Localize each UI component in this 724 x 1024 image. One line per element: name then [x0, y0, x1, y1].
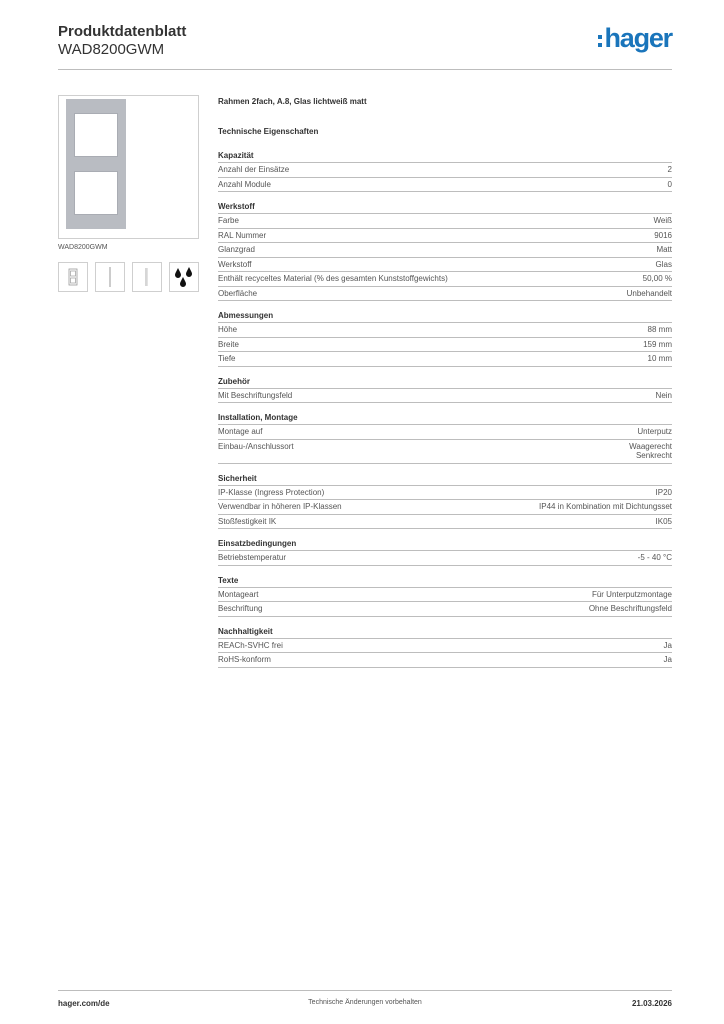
property-label: IP-Klasse (Ingress Protection)	[218, 487, 325, 497]
property-value: Weiß	[653, 216, 672, 225]
property-label: Höhe	[218, 325, 238, 334]
property-value: 9016	[654, 230, 672, 240]
property-row	[218, 425, 672, 440]
property-row	[218, 486, 672, 501]
property-value: Glas	[655, 259, 672, 269]
property-value: Matt	[656, 245, 672, 254]
document-subtitle: WAD8200GWM	[58, 41, 165, 58]
property-label: Oberfläche	[218, 288, 258, 298]
page-header	[58, 20, 672, 70]
side-view-thin-icon	[132, 262, 162, 292]
property-value: IK05	[655, 516, 672, 526]
property-value: 88 mm	[647, 325, 672, 334]
section-title: Nachhaltigkeit	[218, 627, 672, 639]
properties-sections	[218, 151, 672, 668]
property-label: Stoßfestigkeit IK	[218, 516, 277, 526]
property-label: REACh-SVHC frei	[218, 640, 283, 650]
property-row	[218, 588, 672, 603]
property-row	[218, 500, 672, 515]
property-value: 0	[667, 179, 672, 189]
property-label: RoHS-konform	[218, 655, 271, 664]
property-row	[218, 214, 672, 229]
property-value: IP44 in Kombination mit Dichtungsset	[539, 502, 672, 511]
property-row	[218, 602, 672, 617]
section-title: Abmessungen	[218, 311, 672, 323]
property-row	[218, 229, 672, 244]
property-label: Tiefe	[218, 354, 236, 363]
water-drops-icon	[169, 262, 199, 292]
hager-logo	[598, 23, 672, 54]
property-label: Breite	[218, 339, 239, 349]
property-label: Farbe	[218, 216, 239, 225]
section-title: Installation, Montage	[218, 413, 672, 425]
property-row	[218, 653, 672, 668]
property-row	[218, 515, 672, 530]
logo-dots-icon	[598, 35, 602, 47]
property-section	[218, 377, 672, 404]
property-label: Verwendbar in höheren IP-Klassen	[218, 502, 342, 511]
technical-properties-title: Technische Eigenschaften	[218, 127, 319, 136]
product-properties	[218, 95, 672, 678]
property-label: Glanzgrad	[218, 245, 255, 254]
property-label: RAL Nummer	[218, 230, 267, 240]
property-value: Unterputz	[637, 427, 672, 436]
property-value: Ja	[663, 640, 672, 650]
property-label: Montageart	[218, 589, 259, 599]
property-section	[218, 576, 672, 617]
footer-notice: Technische Änderungen vorbehalten	[308, 999, 422, 1006]
footer-website: hager.com/de	[58, 999, 110, 1008]
property-value: Unbehandelt	[626, 288, 672, 298]
side-view-icon	[95, 262, 125, 292]
section-title: Kapazität	[218, 151, 672, 163]
section-title: Sicherheit	[218, 474, 672, 486]
property-label: Enthält recyceltes Material (% des gesamten Kunststoffgewichts)	[218, 274, 448, 283]
property-value: Für Unterputzmontage	[591, 589, 672, 599]
property-label: Beschriftung	[218, 604, 263, 613]
property-section	[218, 151, 672, 192]
property-row	[218, 440, 672, 464]
property-value: Ja	[663, 655, 672, 664]
property-label: Anzahl der Einsätze	[218, 165, 290, 174]
product-image	[58, 95, 199, 239]
property-row	[218, 163, 672, 178]
property-label: Mit Beschriftungsfeld	[218, 390, 293, 400]
property-row	[218, 352, 672, 367]
property-value: Waagerecht Senkrecht	[629, 441, 672, 460]
property-label: Anzahl Module	[218, 179, 271, 189]
property-label: Montage auf	[218, 427, 263, 436]
property-section	[218, 202, 672, 301]
front-view-icon	[58, 262, 88, 292]
property-label: Betriebstemperatur	[218, 553, 287, 562]
footer-date: 21.03.2026	[631, 999, 672, 1008]
property-row	[218, 272, 672, 287]
frame-opening-bottom	[74, 171, 118, 215]
property-section	[218, 474, 672, 530]
property-label: Einbau-/Anschlussort	[218, 441, 294, 451]
property-row	[218, 323, 672, 338]
property-row	[218, 287, 672, 302]
property-section	[218, 413, 672, 464]
property-row	[218, 639, 672, 654]
double-frame-illustration	[66, 99, 126, 229]
property-value: -5 - 40 °C	[637, 553, 672, 562]
logo-text: hager	[604, 23, 672, 53]
page-footer	[58, 990, 672, 1014]
property-value: Ohne Beschriftungsfeld	[588, 604, 672, 613]
property-label: Werkstoff	[218, 259, 252, 269]
product-icon-row	[58, 262, 199, 292]
property-value: Nein	[655, 390, 672, 400]
property-value: 10 mm	[647, 354, 672, 363]
property-value: 159 mm	[643, 339, 672, 349]
section-title: Texte	[218, 576, 672, 588]
section-title: Zubehör	[218, 377, 672, 389]
product-image-caption: WAD8200GWM	[58, 244, 108, 251]
property-value: 50,00 %	[642, 274, 672, 283]
product-description: Rahmen 2fach, A.8, Glas lichtweiß matt	[218, 97, 367, 106]
document-title: Produktdatenblatt	[58, 23, 187, 40]
property-section	[218, 627, 672, 668]
property-row	[218, 258, 672, 273]
property-section	[218, 539, 672, 566]
section-title: Werkstoff	[218, 202, 672, 214]
property-value: 2	[667, 165, 672, 174]
property-row	[218, 178, 672, 193]
frame-opening-top	[74, 113, 118, 157]
property-row	[218, 243, 672, 258]
property-row	[218, 551, 672, 566]
section-title: Einsatzbedingungen	[218, 539, 672, 551]
property-section	[218, 311, 672, 367]
property-row	[218, 338, 672, 353]
property-row	[218, 389, 672, 404]
property-value: IP20	[655, 487, 672, 497]
